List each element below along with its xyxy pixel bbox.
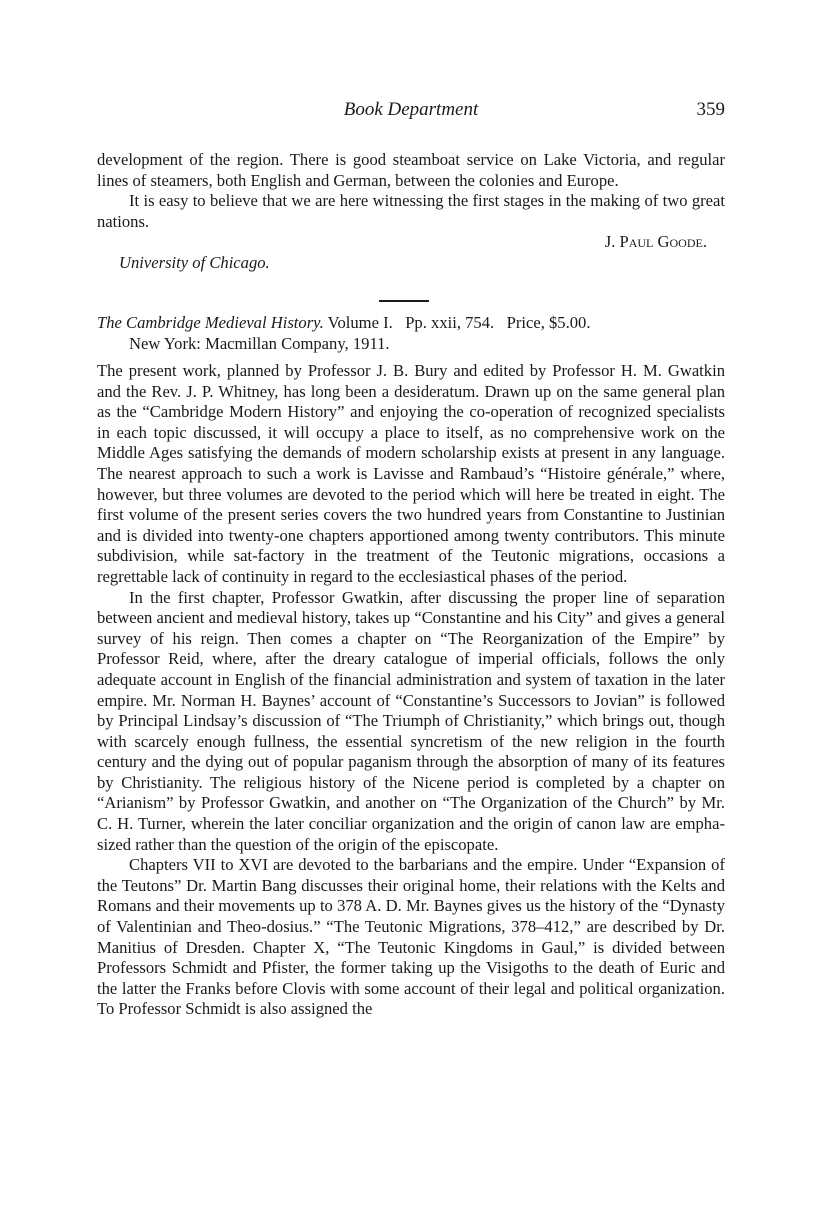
paragraph: development of the region. There is good steamboat service on Lake Victoria, and regular lines of steamers, both English and German, between the colonies and Europe. (97, 150, 725, 190)
page-number: 359 (696, 99, 725, 120)
book-citation (97, 313, 725, 354)
previous-review-ending (97, 150, 725, 274)
reviewer-signature: J. Paul Goode. (604, 232, 707, 252)
running-head (97, 99, 725, 125)
publisher-line: New York: Macmillan Company, 1911. (129, 333, 390, 353)
paragraph: In the first chapter, Professor Gwatkin, after discussing the proper line of separation between ancient and medieval history, takes up “Constantine and his City” and gives a general survey of his reign. Then comes a chapter on “The Reorganization of the Empire” by Professor Reid, where, after the dreary catalogue of imperial officials, follows the only adequate account in English of the financial administration and system of taxation in the later empire. Mr. Norman H. Baynes’ account of “Constantine’s Successors to Jovian” is followed by Principal Lindsay’s discussion of “The Triumph of Christianity,” which brings out, though with scarcely enough fullness, the essential syncretism of the new religion in the fourth century and the dying out of popular paganism through the absorption of many of its features by Christianity. The religious history of the Nicene period is completed by a chapter on “Arianism” by Professor Gwatkin, and another on “The Organization of the Church” by Mr. C. H. Turner, wherein the later conciliar organization and the origin of canon law are empha-sized rather than the question of the origin of the episcopate. (97, 587, 725, 854)
book-title: The Cambridge Medieval History. (97, 313, 324, 332)
reviewer-affiliation: University of Chicago. (119, 252, 270, 272)
review-body (97, 361, 725, 1020)
paragraph: It is easy to believe that we are here witnessing the first stages in the making of two great nations. (97, 191, 725, 231)
paragraph: The present work, planned by Professor J. B. Bury and edited by Professor H. M. Gwatkin and the Rev. J. P. Whitney, has long been a desideratum. Drawn up on the same general plan as the “Cambridge Modern History” and enjoying the co-operation of recognized specialists in each topic discussed, it will occupy a place to itself, as no comprehensive work on the Middle Ages satisfying the demands of modern scholarship exists at present in any language. The nearest approach to such a work is Lavisse and Rambaud’s “Histoire générale,” where, however, but three volumes are devoted to the period which will here be treated in eight. The first volume of the present series covers the two hundred years from Constantine to Justinian and is divided into twenty-one chapters apportioned among twenty contributors. This minute subdivision, while sat-factory in the treatment of the Teutonic migrations, occasions a regrettable lack of continuity in regard to the ecclesiastical phases of the period. (97, 361, 725, 586)
citation-details: Volume I. Pp. xxii, 754. Price, $5.00. (323, 313, 591, 332)
section-divider (379, 300, 429, 302)
paragraph: Chapters VII to XVI are devoted to the barbarians and the empire. Under “Expansion of the Teutons” Dr. Martin Bang discusses their original home, their relations with the Kelts and Romans and their movements up to 378 A. D. Mr. Baynes gives us the history of the “Dynasty of Valentinian and Theo-dosius.” “The Teutonic Migrations, 378–412,” are described by Dr. Manitius of Dresden. Chapter X, “The Teutonic Kingdoms in Gaul,” is divided between Professors Schmidt and Pfister, the former taking up the Visigoths to the death of Euric and the latter the Franks before Clovis with some account of their legal and political organization. To Professor Schmidt is also assigned the (97, 855, 725, 1019)
running-title: Book Department (343, 99, 479, 120)
